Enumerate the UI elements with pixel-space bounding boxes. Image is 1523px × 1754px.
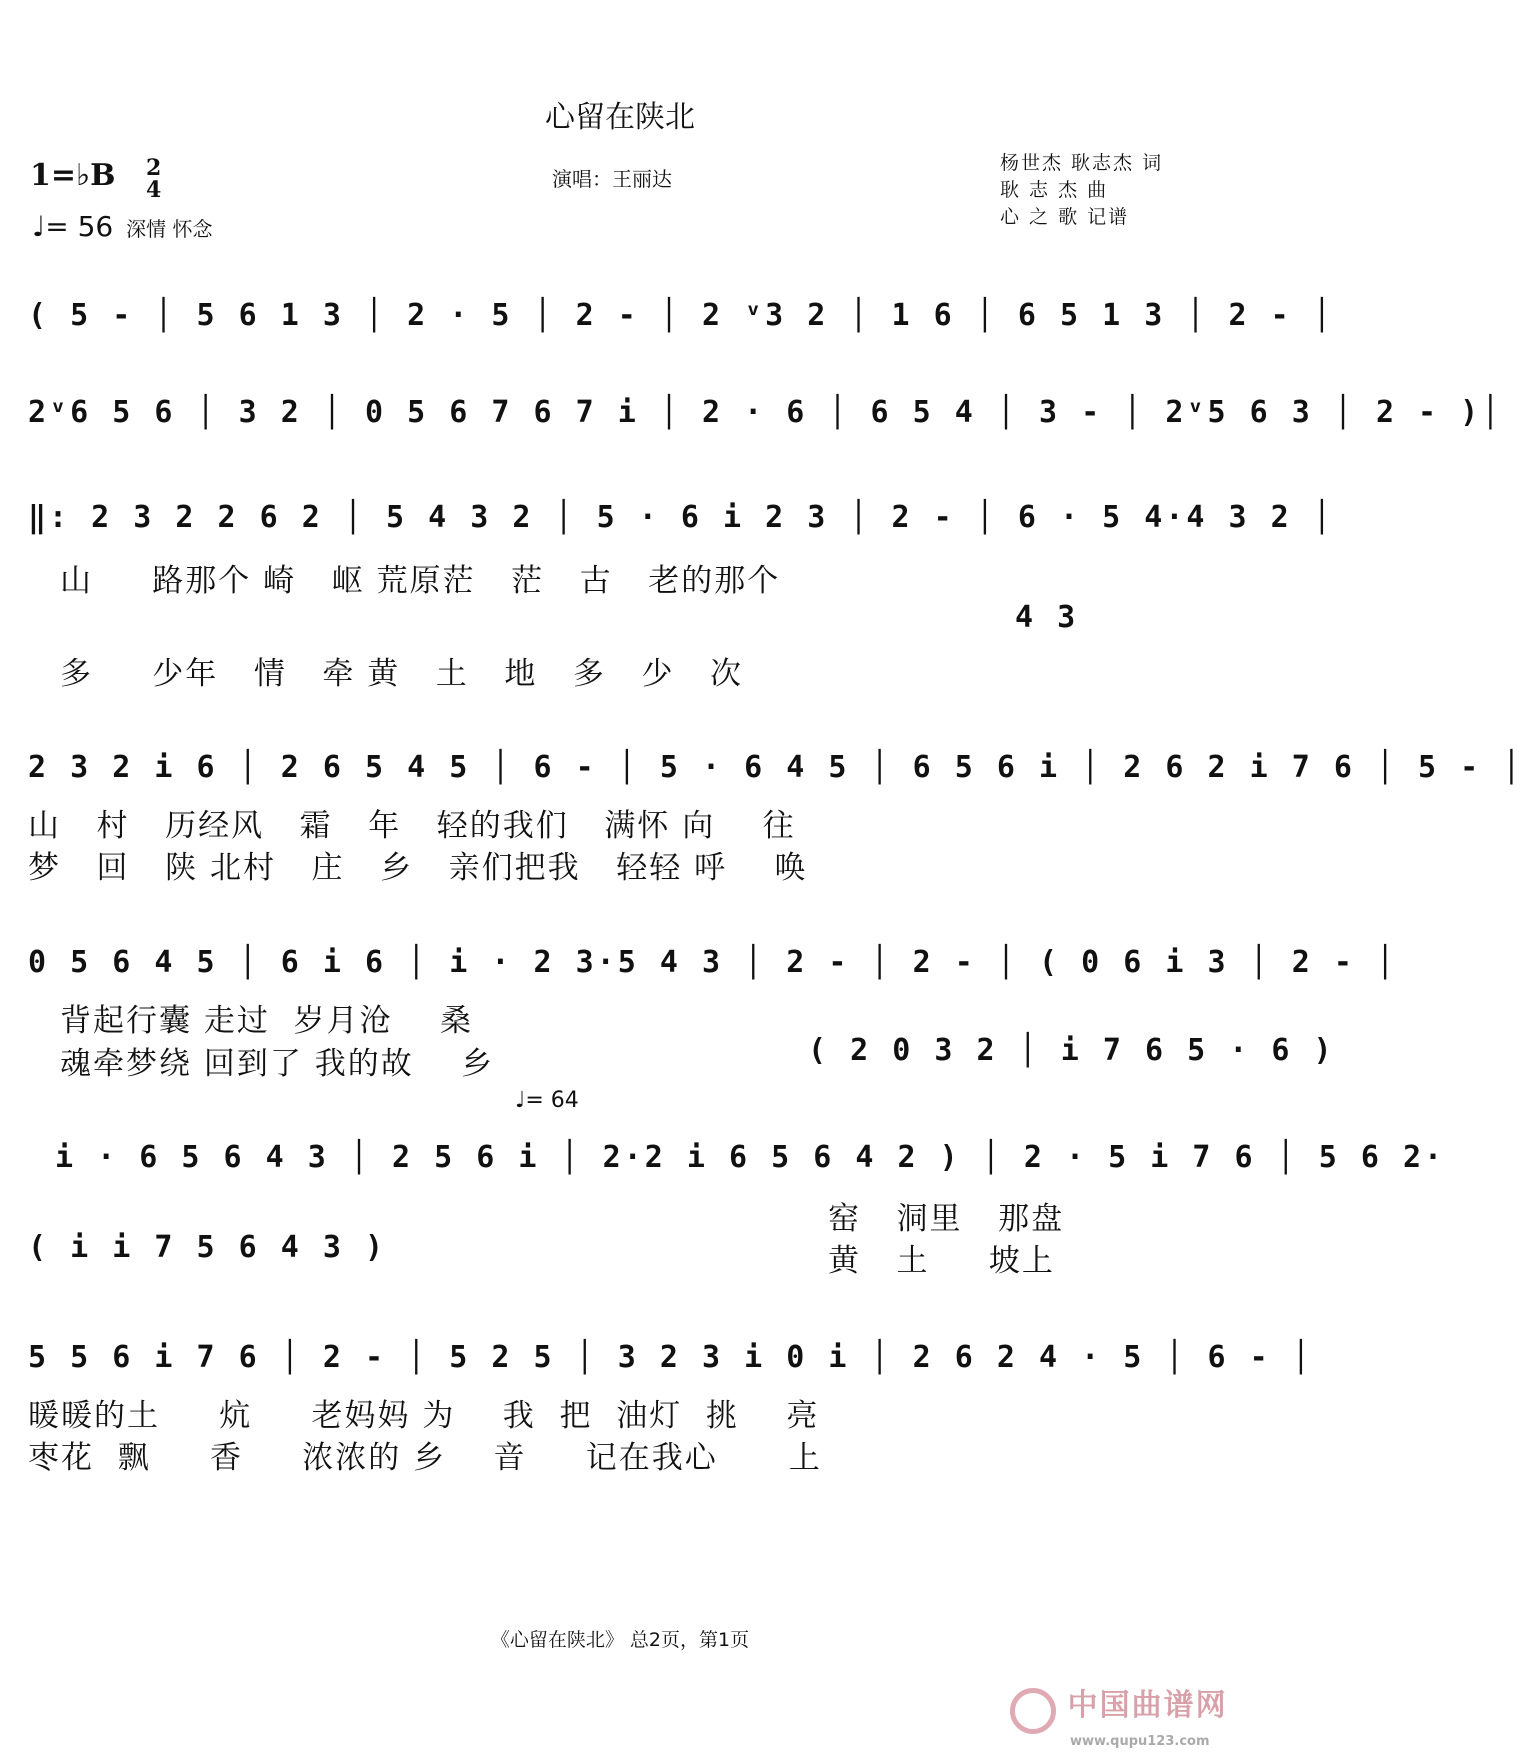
site-logo bbox=[1010, 1680, 1228, 1749]
time-signature bbox=[146, 157, 161, 201]
score-line-6-interlude: ( i i 7 5 6 4 3 ) bbox=[28, 1230, 387, 1265]
lyric-v1-line-6: 窑 洞里 那盘 bbox=[828, 1201, 1065, 1237]
score-line-2: 2ᵛ6 5 6 │ 3 2 │ 0 5 6 7 6 7 i │ 2 · 6 │ 6 5 4 │ 3 - │ 2ᵛ5 6 3 │ 2 - )│ bbox=[28, 395, 1503, 430]
logo-url: www.qupu123.com bbox=[1070, 1733, 1210, 1749]
singer-credit: 演唱：王丽达 bbox=[552, 167, 672, 191]
logo-mark-icon bbox=[1010, 1688, 1056, 1734]
score-line-6: i · 6 5 6 4 3 │ 2 5 6 i │ 2·2 i 6 5 6 4 2 ) │ 2 · 5 i 7 6 │ 5 6 2· bbox=[55, 1140, 1446, 1175]
logo-text: 中国曲谱网 bbox=[1067, 1688, 1228, 1723]
lyric-v1-line-3: 山 路那个 崎 岖 荒原茫 茫 古 老的那个 bbox=[60, 563, 781, 599]
lyricist-credit: 杨世杰 耿志杰 词 bbox=[1000, 152, 1164, 174]
page-title: 心留在陕北 bbox=[545, 100, 695, 135]
lyric-v2-line-3: 多 少年 情 牵 黄 土 地 多 少 次 bbox=[60, 656, 744, 692]
score-line-5: 0 5 6 4 5 │ 6 i 6 │ i · 2 3·5 4 3 │ 2 - │ 2 - │ ( 0 6 i 3 │ 2 - │ bbox=[28, 945, 1397, 980]
lyric-v2-line-5: 魂牵梦绕 回到了 我的故 乡 bbox=[60, 1046, 495, 1082]
score-line-7: 5 5 6 i 7 6 │ 2 - │ 5 2 5 │ 3 2 3 i 0 i │ 2 6 2 4 · 5 │ 6 - │ bbox=[28, 1340, 1313, 1375]
lyric-v1-line-7: 暖暖的土 炕 老妈妈 为 我 把 油灯 挑 亮 bbox=[28, 1398, 820, 1434]
tempo-change: ♩= 64 bbox=[515, 1088, 579, 1113]
tempo-marking bbox=[32, 210, 212, 243]
transcriber-credit: 心 之 歌 记谱 bbox=[1000, 206, 1130, 228]
score-line-5-interlude: ( 2 0 3 2 │ i 7 6 5 · 6 ) bbox=[808, 1033, 1335, 1068]
lyric-v1-line-4: 山 村 历经风 霜 年 轻的我们 满怀 向 往 bbox=[28, 808, 796, 844]
meter-bottom: 4 bbox=[146, 177, 162, 203]
score-line-3-alternate: 4 3 bbox=[1015, 600, 1079, 635]
score-line-3: ‖: 2 3 2 2 6 2 │ 5 4 3 2 │ 5 · 6 i 2 3 │ 2 - │ 6 · 5 4·4 3 2 │ bbox=[28, 500, 1334, 535]
expression-mark: 深情 怀念 bbox=[126, 217, 213, 241]
composer-credit: 耿 志 杰 曲 bbox=[1000, 179, 1109, 201]
lyric-v1-line-5: 背起行囊 走过 岁月沧 桑 bbox=[60, 1003, 473, 1039]
meter-top: 2 bbox=[146, 155, 162, 181]
tempo-value: ♩= 56 bbox=[32, 210, 114, 243]
lyric-v2-line-4: 梦 回 陕 北村 庄 乡 亲们把我 轻轻 呼 唤 bbox=[28, 850, 808, 886]
score-line-4: 2 3 2 i 6 │ 2 6 5 4 5 │ 6 - │ 5 · 6 4 5 │ 6 5 6 i │ 2 6 2 i 7 6 │ 5 - │ bbox=[28, 750, 1523, 785]
page-footer: 《心留在陕北》 总2页，第1页 bbox=[490, 1629, 750, 1651]
lyric-v2-line-6: 黄 土 坡上 bbox=[828, 1243, 1055, 1279]
lyric-v2-line-7: 枣花 飘 香 浓浓的 乡 音 记在我心 上 bbox=[28, 1440, 822, 1476]
key-signature: 1=♭B bbox=[30, 158, 116, 193]
score-line-1: ( 5 - │ 5 6 1 3 │ 2 · 5 │ 2 - │ 2 ᵛ3 2 │ 1 6 │ 6 5 1 3 │ 2 - │ bbox=[28, 298, 1334, 333]
